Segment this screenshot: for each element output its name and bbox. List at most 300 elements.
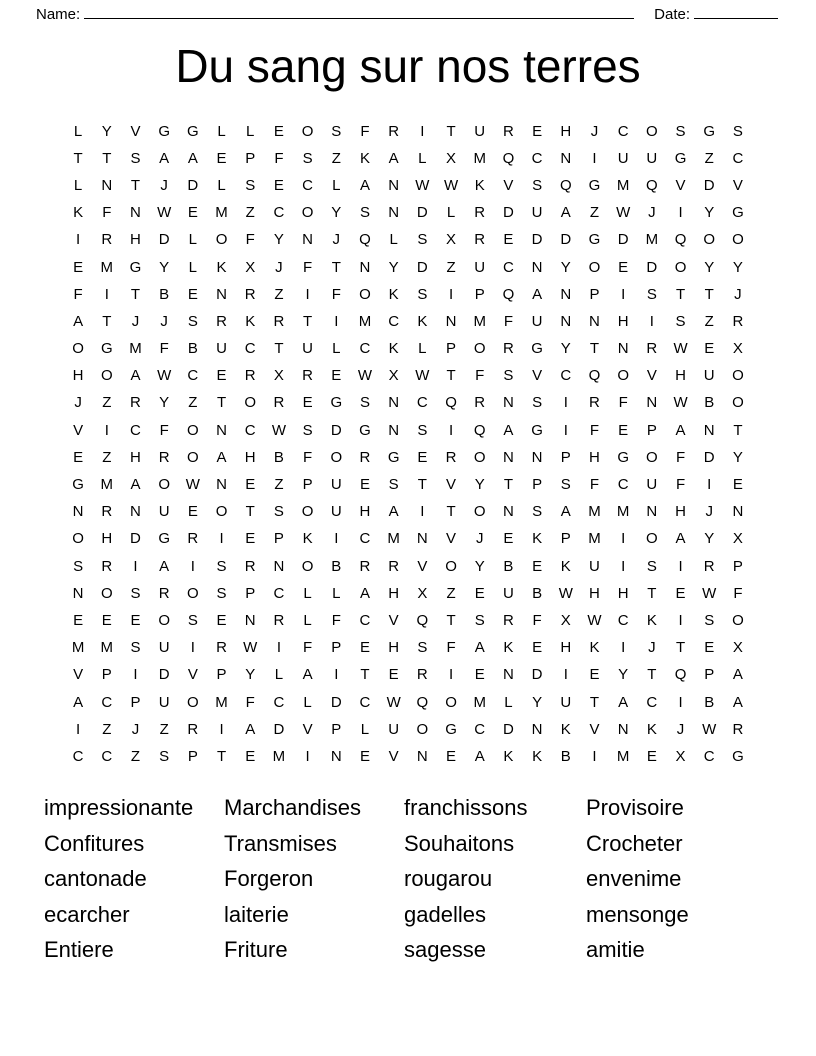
grid-cell[interactable]: S (216, 584, 227, 602)
grid-cell[interactable]: I (219, 530, 224, 548)
grid-cell[interactable]: N (617, 720, 629, 738)
grid-cell[interactable]: A (474, 639, 485, 657)
grid-cell[interactable]: T (446, 122, 456, 140)
grid-cell[interactable]: O (244, 394, 257, 412)
grid-cell[interactable]: Y (245, 666, 256, 684)
grid-cell[interactable]: T (130, 285, 141, 303)
grid-cell[interactable]: R (388, 557, 400, 575)
grid-cell[interactable]: C (273, 204, 285, 222)
grid-cell[interactable]: Y (159, 258, 170, 276)
date-write-in-line[interactable] (694, 18, 778, 19)
grid-cell[interactable]: N (502, 503, 514, 521)
grid-cell[interactable]: K (73, 204, 84, 222)
grid-cell[interactable]: R (130, 394, 141, 412)
grid-cell[interactable]: F (360, 122, 370, 140)
grid-cell[interactable]: Z (446, 258, 456, 276)
grid-cell[interactable]: W (673, 340, 688, 358)
grid-cell[interactable]: L (188, 231, 198, 249)
grid-cell[interactable]: E (216, 611, 227, 629)
grid-cell[interactable]: U (646, 149, 658, 167)
grid-cell[interactable]: G (732, 204, 744, 222)
grid-cell[interactable]: I (104, 421, 109, 439)
grid-cell[interactable]: P (646, 421, 657, 439)
grid-cell[interactable]: B (273, 448, 284, 466)
grid-cell[interactable]: E (302, 394, 313, 412)
grid-cell[interactable]: Q (674, 231, 687, 249)
grid-cell[interactable]: K (503, 639, 514, 657)
grid-cell[interactable]: Z (245, 204, 255, 222)
grid-cell[interactable]: M (129, 340, 142, 358)
grid-cell[interactable]: A (187, 149, 198, 167)
grid-cell[interactable]: T (647, 584, 657, 602)
grid-cell[interactable]: O (617, 367, 629, 385)
grid-cell[interactable]: W (415, 367, 430, 385)
grid-cell[interactable]: X (675, 747, 686, 765)
word-list-item[interactable]: amitie (586, 937, 645, 963)
grid-cell[interactable]: Y (704, 204, 715, 222)
grid-cell[interactable]: B (503, 557, 514, 575)
grid-cell[interactable]: A (474, 747, 485, 765)
grid-cell[interactable]: H (617, 312, 629, 330)
grid-cell[interactable]: R (732, 720, 744, 738)
grid-cell[interactable]: A (532, 285, 543, 303)
grid-cell[interactable]: S (532, 176, 543, 194)
grid-cell[interactable]: S (532, 503, 543, 521)
grid-cell[interactable]: V (732, 176, 743, 194)
grid-cell[interactable]: J (676, 720, 685, 738)
grid-cell[interactable]: A (618, 693, 629, 711)
grid-cell[interactable]: I (707, 476, 712, 494)
grid-cell[interactable]: L (303, 693, 312, 711)
grid-cell[interactable]: N (72, 584, 84, 602)
grid-cell[interactable]: R (474, 394, 486, 412)
grid-cell[interactable]: T (331, 258, 341, 276)
grid-cell[interactable]: C (130, 421, 141, 439)
grid-cell[interactable]: I (448, 666, 454, 684)
grid-cell[interactable]: O (646, 448, 658, 466)
grid-cell[interactable]: S (273, 503, 284, 521)
grid-cell[interactable]: D (330, 421, 342, 439)
grid-cell[interactable]: C (617, 476, 629, 494)
word-list-item[interactable]: Souhaitons (404, 830, 515, 856)
grid-cell[interactable]: O (646, 530, 658, 548)
grid-cell[interactable]: X (732, 340, 743, 358)
grid-cell[interactable]: V (589, 720, 600, 738)
grid-cell[interactable]: H (359, 503, 371, 521)
grid-cell[interactable]: W (587, 611, 602, 629)
grid-cell[interactable]: D (158, 666, 170, 684)
grid-cell[interactable]: M (100, 639, 114, 657)
grid-cell[interactable]: D (416, 258, 428, 276)
grid-cell[interactable]: X (245, 258, 256, 276)
grid-cell[interactable]: D (502, 204, 514, 222)
grid-cell[interactable]: O (72, 530, 84, 548)
grid-cell[interactable]: I (621, 557, 626, 575)
grid-cell[interactable]: Z (704, 312, 714, 330)
grid-cell[interactable]: I (621, 530, 626, 548)
grid-cell[interactable]: B (704, 394, 715, 412)
grid-cell[interactable]: N (531, 258, 543, 276)
grid-cell[interactable]: E (474, 584, 485, 602)
grid-cell[interactable]: A (359, 176, 370, 194)
grid-cell[interactable]: T (446, 503, 456, 521)
grid-cell[interactable]: O (473, 503, 486, 521)
grid-cell[interactable]: I (621, 639, 626, 657)
grid-cell[interactable]: E (187, 503, 198, 521)
grid-cell[interactable]: W (558, 584, 573, 602)
grid-cell[interactable]: N (703, 421, 715, 439)
grid-cell[interactable]: R (359, 448, 371, 466)
grid-cell[interactable]: Q (445, 394, 457, 412)
grid-cell[interactable]: E (589, 666, 600, 684)
grid-cell[interactable]: O (732, 394, 744, 412)
grid-cell[interactable]: A (675, 421, 686, 439)
grid-cell[interactable]: A (73, 693, 84, 711)
grid-cell[interactable]: D (502, 720, 514, 738)
grid-cell[interactable]: U (474, 122, 486, 140)
grid-cell[interactable]: T (503, 476, 513, 494)
grid-cell[interactable]: E (359, 747, 370, 765)
grid-cell[interactable]: E (388, 666, 399, 684)
grid-cell[interactable]: I (592, 149, 597, 167)
grid-cell[interactable]: S (732, 122, 743, 140)
grid-cell[interactable]: U (158, 503, 170, 521)
grid-cell[interactable]: C (474, 720, 486, 738)
grid-cell[interactable]: I (678, 204, 683, 222)
grid-cell[interactable]: Y (101, 122, 112, 140)
grid-cell[interactable]: S (302, 149, 313, 167)
grid-cell[interactable]: R (732, 312, 744, 330)
grid-cell[interactable]: F (532, 611, 542, 629)
grid-cell[interactable]: D (646, 258, 658, 276)
grid-cell[interactable]: T (303, 312, 313, 330)
grid-cell[interactable]: J (590, 122, 599, 140)
grid-cell[interactable]: X (560, 611, 571, 629)
grid-cell[interactable]: B (187, 340, 198, 358)
grid-cell[interactable]: E (331, 367, 342, 385)
grid-cell[interactable]: M (215, 204, 228, 222)
grid-cell[interactable]: Z (274, 476, 284, 494)
grid-cell[interactable]: J (332, 231, 341, 249)
grid-cell[interactable]: G (330, 394, 343, 412)
grid-cell[interactable]: D (416, 204, 428, 222)
grid-cell[interactable]: S (675, 312, 686, 330)
grid-cell[interactable]: C (302, 176, 314, 194)
grid-cell[interactable]: C (646, 693, 658, 711)
grid-cell[interactable]: N (388, 204, 400, 222)
grid-cell[interactable]: E (216, 149, 227, 167)
grid-cell[interactable]: C (617, 122, 629, 140)
grid-cell[interactable]: Q (559, 176, 572, 194)
grid-cell[interactable]: I (305, 747, 310, 765)
grid-cell[interactable]: G (588, 231, 601, 249)
grid-cell[interactable]: V (302, 720, 313, 738)
grid-cell[interactable]: I (133, 666, 138, 684)
grid-cell[interactable]: C (101, 693, 113, 711)
grid-cell[interactable]: N (130, 503, 141, 521)
grid-cell[interactable]: T (216, 394, 227, 412)
grid-cell[interactable]: W (702, 720, 717, 738)
grid-cell[interactable]: W (673, 394, 688, 412)
grid-cell[interactable]: D (187, 176, 199, 194)
grid-cell[interactable]: M (100, 476, 114, 494)
grid-cell[interactable]: T (733, 421, 743, 439)
grid-cell[interactable]: J (734, 285, 742, 303)
grid-cell[interactable]: Y (474, 476, 485, 494)
grid-cell[interactable]: G (732, 747, 744, 765)
grid-cell[interactable]: J (160, 176, 168, 194)
grid-cell[interactable]: Y (560, 340, 571, 358)
grid-cell[interactable]: C (359, 611, 371, 629)
grid-cell[interactable]: G (703, 122, 716, 140)
grid-cell[interactable]: G (387, 448, 400, 466)
grid-cell[interactable]: U (589, 557, 600, 575)
grid-cell[interactable]: C (244, 421, 256, 439)
grid-cell[interactable]: D (531, 666, 543, 684)
grid-cell[interactable]: I (621, 285, 626, 303)
grid-cell[interactable]: T (675, 285, 686, 303)
grid-cell[interactable]: Q (416, 611, 429, 629)
grid-cell[interactable]: L (418, 149, 427, 167)
grid-cell[interactable]: N (72, 503, 84, 521)
grid-cell[interactable]: G (531, 421, 543, 439)
grid-cell[interactable]: A (359, 584, 370, 602)
grid-cell[interactable]: E (73, 448, 84, 466)
grid-cell[interactable]: E (216, 367, 227, 385)
grid-cell[interactable]: R (502, 340, 514, 358)
grid-cell[interactable]: Z (102, 394, 112, 412)
grid-cell[interactable]: K (589, 639, 600, 657)
grid-cell[interactable]: V (388, 747, 399, 765)
grid-cell[interactable]: O (674, 258, 687, 276)
grid-cell[interactable]: W (386, 693, 401, 711)
grid-cell[interactable]: A (73, 312, 84, 330)
grid-cell[interactable]: N (531, 720, 543, 738)
grid-cell[interactable]: N (302, 231, 314, 249)
grid-cell[interactable]: S (130, 149, 141, 167)
grid-cell[interactable]: E (245, 530, 256, 548)
grid-cell[interactable]: R (187, 720, 199, 738)
grid-cell[interactable]: L (303, 584, 312, 602)
grid-cell[interactable]: W (157, 204, 172, 222)
grid-cell[interactable]: R (216, 312, 227, 330)
grid-cell[interactable]: S (130, 584, 141, 602)
word-list-item[interactable]: mensonge (586, 901, 689, 927)
word-list-item[interactable]: sagesse (404, 937, 486, 963)
grid-cell[interactable]: P (589, 285, 600, 303)
grid-cell[interactable]: L (332, 340, 341, 358)
grid-cell[interactable]: E (130, 611, 141, 629)
grid-cell[interactable]: A (216, 448, 227, 466)
grid-cell[interactable]: O (416, 720, 429, 738)
grid-cell[interactable]: G (129, 258, 142, 276)
grid-cell[interactable]: Z (130, 747, 141, 765)
grid-cell[interactable]: Q (473, 421, 486, 439)
grid-cell[interactable]: O (187, 693, 199, 711)
grid-cell[interactable]: S (187, 312, 198, 330)
grid-cell[interactable]: R (388, 122, 400, 140)
grid-cell[interactable]: L (303, 611, 312, 629)
grid-cell[interactable]: G (158, 530, 170, 548)
grid-cell[interactable]: A (388, 149, 399, 167)
grid-cell[interactable]: D (617, 231, 629, 249)
grid-cell[interactable]: W (415, 176, 430, 194)
grid-cell[interactable]: C (416, 394, 428, 412)
grid-cell[interactable]: S (532, 394, 543, 412)
grid-cell[interactable]: F (675, 448, 686, 466)
grid-cell[interactable]: V (646, 367, 657, 385)
grid-cell[interactable]: S (359, 394, 370, 412)
grid-cell[interactable]: L (332, 176, 341, 194)
grid-cell[interactable]: Z (102, 720, 112, 738)
grid-cell[interactable]: V (187, 666, 198, 684)
word-list-item[interactable]: Forgeron (224, 866, 314, 892)
grid-cell[interactable]: O (215, 231, 228, 249)
grid-cell[interactable]: H (388, 584, 400, 602)
grid-cell[interactable]: Y (704, 258, 715, 276)
grid-cell[interactable]: C (703, 747, 715, 765)
grid-cell[interactable]: N (560, 149, 572, 167)
grid-cell[interactable]: H (130, 231, 141, 249)
grid-cell[interactable]: G (359, 421, 371, 439)
grid-cell[interactable]: E (417, 448, 428, 466)
grid-cell[interactable]: A (159, 149, 170, 167)
grid-cell[interactable]: C (244, 340, 256, 358)
grid-cell[interactable]: X (446, 149, 457, 167)
grid-cell[interactable]: X (388, 367, 399, 385)
word-list-item[interactable]: Crocheter (586, 830, 683, 856)
grid-cell[interactable]: E (704, 340, 715, 358)
grid-cell[interactable]: N (646, 503, 658, 521)
grid-cell[interactable]: A (732, 666, 743, 684)
grid-cell[interactable]: U (617, 149, 629, 167)
grid-cell[interactable]: H (101, 530, 113, 548)
grid-cell[interactable]: A (245, 720, 256, 738)
grid-cell[interactable]: J (160, 312, 168, 330)
grid-cell[interactable]: I (133, 557, 138, 575)
grid-cell[interactable]: B (159, 285, 170, 303)
word-list-item[interactable]: impressionante (44, 795, 194, 821)
grid-cell[interactable]: O (187, 448, 199, 466)
grid-cell[interactable]: R (302, 367, 314, 385)
grid-cell[interactable]: E (359, 639, 370, 657)
grid-cell[interactable]: Z (102, 448, 112, 466)
grid-cell[interactable]: E (646, 747, 657, 765)
grid-cell[interactable]: G (674, 149, 687, 167)
grid-cell[interactable]: T (360, 666, 370, 684)
grid-cell[interactable]: G (617, 448, 629, 466)
grid-cell[interactable]: R (244, 367, 256, 385)
grid-cell[interactable]: S (503, 367, 514, 385)
grid-cell[interactable]: L (73, 122, 83, 140)
grid-cell[interactable]: I (219, 720, 224, 738)
grid-cell[interactable]: N (359, 258, 371, 276)
grid-cell[interactable]: D (130, 530, 141, 548)
grid-cell[interactable]: V (675, 176, 686, 194)
grid-cell[interactable]: I (104, 285, 109, 303)
grid-cell[interactable]: S (417, 421, 428, 439)
grid-cell[interactable]: Y (560, 258, 571, 276)
grid-cell[interactable]: E (704, 639, 715, 657)
grid-cell[interactable]: Z (589, 204, 600, 222)
grid-cell[interactable]: K (417, 312, 428, 330)
grid-cell[interactable]: X (732, 639, 743, 657)
grid-cell[interactable]: K (388, 340, 399, 358)
grid-cell[interactable]: O (703, 231, 716, 249)
grid-cell[interactable]: O (588, 258, 601, 276)
grid-cell[interactable]: V (73, 666, 84, 684)
grid-cell[interactable]: N (330, 747, 342, 765)
grid-cell[interactable]: W (185, 476, 200, 494)
grid-cell[interactable]: P (302, 476, 313, 494)
grid-cell[interactable]: R (216, 639, 227, 657)
grid-cell[interactable]: Z (331, 149, 341, 167)
grid-cell[interactable]: J (705, 503, 713, 521)
grid-cell[interactable]: M (473, 149, 486, 167)
grid-cell[interactable]: L (188, 258, 198, 276)
grid-cell[interactable]: R (273, 611, 285, 629)
grid-cell[interactable]: E (187, 285, 198, 303)
grid-cell[interactable]: P (245, 149, 256, 167)
grid-cell[interactable]: N (531, 448, 543, 466)
grid-cell[interactable]: E (446, 747, 457, 765)
grid-cell[interactable]: I (592, 747, 597, 765)
grid-cell[interactable]: C (359, 340, 371, 358)
grid-cell[interactable]: Q (674, 666, 687, 684)
grid-cell[interactable]: O (646, 122, 658, 140)
grid-cell[interactable]: V (503, 176, 514, 194)
grid-cell[interactable]: S (417, 639, 428, 657)
grid-cell[interactable]: Y (704, 530, 715, 548)
grid-cell[interactable]: P (704, 666, 715, 684)
grid-cell[interactable]: N (244, 611, 256, 629)
grid-cell[interactable]: H (244, 448, 256, 466)
grid-cell[interactable]: F (331, 285, 341, 303)
grid-cell[interactable]: X (732, 530, 743, 548)
grid-cell[interactable]: G (531, 340, 543, 358)
grid-cell[interactable]: N (388, 394, 400, 412)
grid-cell[interactable]: C (72, 747, 84, 765)
grid-cell[interactable]: J (131, 312, 140, 330)
grid-cell[interactable]: V (388, 611, 399, 629)
grid-cell[interactable]: P (331, 720, 342, 738)
grid-cell[interactable]: I (420, 503, 425, 521)
grid-cell[interactable]: V (446, 530, 457, 548)
grid-cell[interactable]: O (473, 448, 486, 466)
grid-cell[interactable]: G (72, 476, 84, 494)
grid-cell[interactable]: K (359, 149, 370, 167)
grid-cell[interactable]: W (443, 176, 459, 194)
grid-cell[interactable]: E (245, 747, 256, 765)
grid-cell[interactable]: R (445, 448, 457, 466)
grid-cell[interactable]: D (531, 231, 543, 249)
grid-cell[interactable]: I (420, 122, 425, 140)
grid-cell[interactable]: S (474, 611, 485, 629)
grid-cell[interactable]: J (648, 204, 656, 222)
grid-cell[interactable]: K (560, 720, 571, 738)
grid-cell[interactable]: E (532, 122, 543, 140)
grid-cell[interactable]: I (563, 394, 568, 412)
grid-cell[interactable]: I (678, 611, 683, 629)
grid-cell[interactable]: P (101, 666, 112, 684)
grid-cell[interactable]: C (101, 747, 113, 765)
grid-cell[interactable]: I (276, 639, 281, 657)
grid-cell[interactable]: S (560, 476, 571, 494)
grid-cell[interactable]: N (732, 503, 744, 521)
grid-cell[interactable]: K (646, 611, 657, 629)
grid-cell[interactable]: H (560, 122, 572, 140)
grid-cell[interactable]: C (187, 367, 199, 385)
